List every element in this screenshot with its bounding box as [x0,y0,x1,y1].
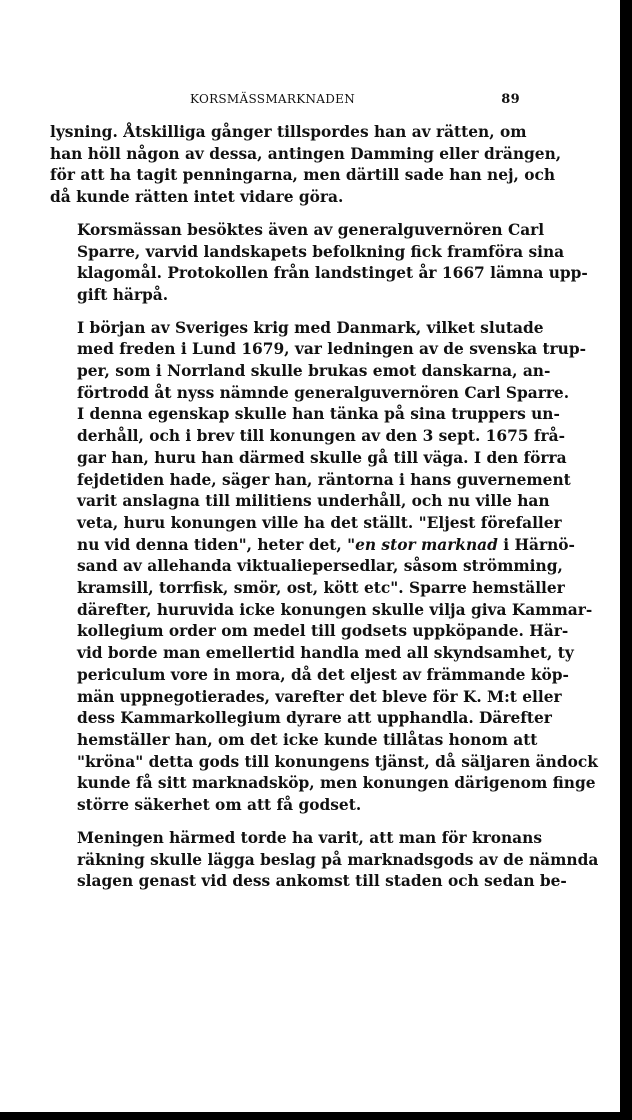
text-line: sand av allehanda viktualiepersedlar, såsom strömming, [77,557,563,576]
text-line: Meningen härmed torde ha varit, att man för kronans [77,828,542,847]
text-line: fejdetiden hade, säger han, räntorna i hans guvernement [77,470,571,489]
text-line: derhåll, och i brev till konungen av den 3 sept. 1675 frå- [77,427,565,446]
text-line: vid borde man emellertid handla med all skyndsamhet, ty [77,644,574,663]
text-line: lysning. Åtskilliga gånger tillspordes han av rätten, om [50,123,527,141]
body-text [50,122,599,904]
text-line: "kröna" detta gods till konungens tjänst, då säljaren ändock [77,752,598,771]
page-number: 89 [501,92,520,107]
text-line: hemställer han, om det icke kunde tillåtas honom att [77,730,538,749]
text-line: för att ha tagit penningarna, men därtill sade han nej, och [50,166,556,185]
text-fragment: nu vid denna tiden", heter det, [77,535,342,554]
text-line: varit anslagna till militiens underhåll, och nu ville han [77,492,550,511]
text-line: därefter, huruvida icke konungen skulle vilja giva Kammar- [77,600,593,619]
text-line: Korsmässan besöktes även av generalguvernören Carl [77,220,545,239]
text-line: Sparre, varvid landskapets befolkning fick framföra sina [77,242,565,261]
text-line: periculum vore in mora, då det eljest av främmande köp- [77,665,569,684]
text-line: större säkerhet om att få godset. [77,796,362,815]
paragraph-3 [50,318,598,817]
text-line: dess Kammarkollegium dyrare att upphandla. Därefter [77,709,552,728]
text-line: förtrodd åt nyss nämnde generalguvernören Carl Sparre. [77,383,570,402]
paragraph-2 [50,220,588,307]
text-line: med freden i Lund 1679, var ledningen av de svenska trup- [77,340,586,359]
running-title: KORSMÄSSMARKNADEN [190,92,356,106]
text-line: klagomål. Protokollen från landstinget år 1667 lämna upp- [77,264,588,283]
text-line: kramsill, torrfisk, smör, ost, kött etc". Sparre hemställer [77,579,565,598]
text-line: gar han, huru han därmed skulle gå till väga. I den förra [77,448,567,467]
text-fragment: i Härnö- [497,535,575,554]
text-line: kollegium order om medel till godsets uppköpande. Här- [77,622,569,641]
text-line: I början av Sveriges krig med Danmark, vilket slutade [77,318,544,337]
text-line: han höll någon av dessa, antingen Damming eller drängen, [50,144,562,163]
text-line: per, som i Norrland skulle brukas emot danskarna, an- [77,362,551,381]
text-line-with-italic [50,535,575,557]
text-line: veta, huru konungen ville ha det ställt. "Eljest förefaller [77,513,562,532]
running-header [190,92,520,110]
text-line: slagen genast vid dess ankomst till staden och sedan be- [77,872,567,891]
text-line: kunde få sitt marknadsköp, men konungen därigenom finge [77,774,596,793]
paragraph-1 [50,122,562,209]
text-line: då kunde rätten intet vidare göra. [50,188,344,207]
text-line: I denna egenskap skulle han tänka på sina truppers un- [77,405,560,424]
paragraph-4 [50,828,599,893]
text-line: gift härpå. [77,285,169,304]
italic-phrase: "en stor marknad [347,535,498,554]
text-line: män uppnegotierades, varefter det bleve för K. M:t eller [77,687,562,706]
text-line: räkning skulle lägga beslag på marknadsgods av de nämnda [77,850,599,869]
